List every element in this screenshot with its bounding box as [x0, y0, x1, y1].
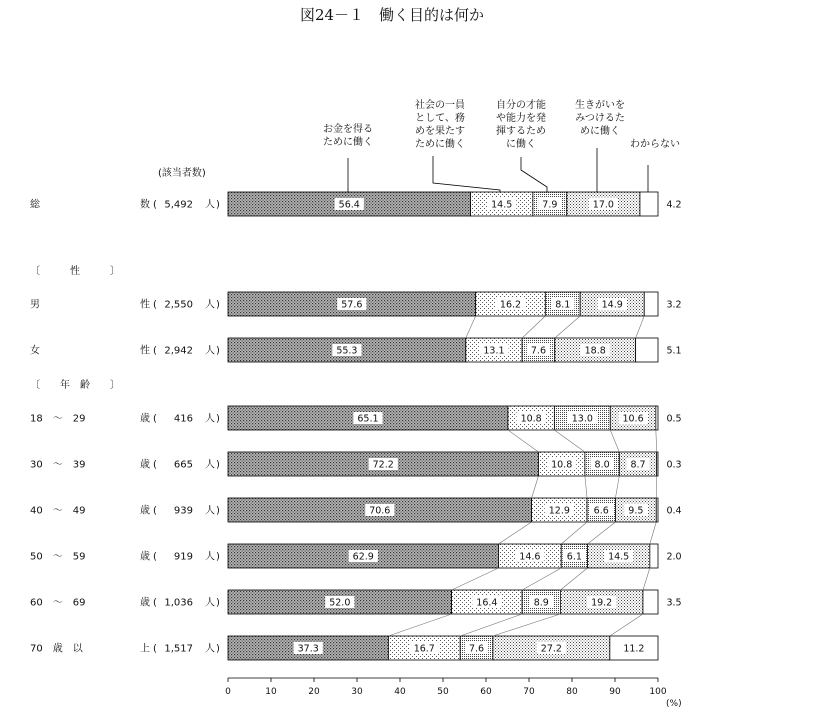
group-label-sex: 〔 性 〕	[30, 266, 120, 277]
row-n-unit: 人	[205, 459, 215, 471]
row-label-suffix: 歳	[140, 459, 150, 471]
value-label: 12.9	[548, 505, 570, 517]
value-label: 19.2	[591, 597, 613, 609]
row-paren-close: )	[216, 551, 220, 563]
row-label-suffix: 歳	[140, 413, 150, 425]
connector-line	[615, 476, 619, 498]
row-paren: (	[153, 505, 157, 517]
connector-line	[555, 316, 580, 338]
group-label-age: 〔 年 齢 〕	[30, 380, 120, 391]
legend-label: 揮するため	[496, 126, 546, 137]
row-paren: (	[153, 299, 157, 311]
row-paren: (	[153, 345, 157, 357]
value-label: 37.3	[297, 643, 319, 655]
bar-segment	[656, 498, 658, 522]
row-n-unit: 人	[205, 551, 215, 563]
row-label: 30 ～ 39	[30, 459, 86, 471]
value-label: 55.3	[336, 345, 358, 357]
value-label-outside: 0.3	[666, 459, 682, 471]
legend-leader-line	[521, 157, 547, 192]
connector-line	[561, 522, 587, 544]
value-label: 16.4	[476, 597, 498, 609]
connector-line	[460, 614, 522, 636]
row-label: 50 ～ 59	[30, 551, 86, 563]
row-label-suffix: 歳	[140, 505, 150, 517]
row-label-suffix: 上	[140, 643, 150, 655]
axis-tick-label: 20	[308, 687, 320, 697]
row-paren-close: )	[216, 299, 220, 311]
connector-line	[532, 476, 539, 498]
row-n: 1,036	[164, 597, 193, 609]
n-header: (該当者数)	[158, 168, 206, 179]
value-label-outside: 0.5	[666, 413, 682, 425]
row-n: 2,942	[164, 345, 193, 357]
row-paren-close: )	[216, 643, 220, 655]
legend-label: めに働く	[580, 126, 620, 137]
legend-label: みつけるた	[575, 113, 625, 124]
axis-tick-label: 70	[523, 687, 535, 697]
row-label: 総	[30, 199, 40, 211]
value-label-outside: 0.4	[666, 505, 682, 517]
row-paren-close: )	[216, 413, 220, 425]
connector-line	[585, 476, 587, 498]
row-label-suffix: 性	[140, 345, 150, 357]
value-label: 7.6	[530, 345, 547, 357]
value-label: 56.4	[338, 199, 360, 211]
row-paren-close: )	[216, 345, 220, 357]
value-label: 16.7	[413, 643, 435, 655]
value-label-outside: 3.2	[666, 299, 682, 311]
value-label: 11.2	[623, 643, 645, 655]
value-label: 27.2	[540, 643, 562, 655]
value-label: 57.6	[341, 299, 363, 311]
bar-segment	[643, 590, 658, 614]
row-paren: (	[153, 597, 157, 609]
bar-segment	[636, 338, 658, 362]
row-n: 919	[173, 551, 193, 563]
value-label: 72.2	[372, 459, 394, 471]
connector-line	[610, 430, 619, 452]
row-label: 女	[30, 345, 40, 357]
value-label: 18.8	[584, 345, 606, 357]
legend-label: 生きがいを	[575, 100, 625, 111]
connector-line	[656, 430, 657, 452]
row-paren-close: )	[216, 505, 220, 517]
row-paren-close: )	[216, 199, 220, 211]
connector-line	[452, 568, 499, 590]
value-label: 14.6	[519, 551, 541, 563]
axis-tick-label: 50	[437, 687, 449, 697]
value-label-outside: 3.5	[666, 597, 682, 609]
value-label: 14.5	[608, 551, 630, 563]
value-label: 7.9	[542, 199, 558, 211]
row-n-unit: 人	[205, 199, 215, 211]
axis-unit-label: (%)	[666, 699, 682, 709]
connector-line	[587, 522, 615, 544]
connector-line	[560, 568, 587, 590]
bar-segment	[650, 544, 658, 568]
row-n: 416	[173, 413, 193, 425]
row-n-unit: 人	[205, 299, 215, 311]
value-label: 10.8	[520, 413, 542, 425]
bar-segment	[640, 192, 658, 216]
value-label-outside: 5.1	[666, 345, 682, 357]
legend-label: 自分の才能	[496, 100, 546, 111]
connector-line	[388, 614, 451, 636]
row-n: 1,517	[164, 643, 193, 655]
legend-label: に働く	[506, 139, 536, 150]
value-label: 8.7	[630, 459, 646, 471]
row-n: 5,492	[164, 199, 193, 211]
legend	[323, 98, 680, 192]
value-label-outside: 2.0	[666, 551, 682, 563]
row-n-unit: 人	[205, 505, 215, 517]
connector-line	[498, 522, 531, 544]
row-label-suffix: 歳	[140, 597, 150, 609]
axis-tick-label: 10	[265, 687, 277, 697]
row-n: 939	[173, 505, 193, 517]
connector-line	[466, 316, 476, 338]
row-paren-close: )	[216, 459, 220, 471]
legend-label: として、務	[415, 113, 465, 124]
row-n-unit: 人	[205, 597, 215, 609]
row-paren-close: )	[216, 597, 220, 609]
row-label: 70 歳 以	[30, 643, 83, 655]
value-label: 70.6	[369, 505, 391, 517]
legend-label: わからない	[630, 139, 680, 150]
value-label: 8.9	[533, 597, 549, 609]
connector-line	[554, 430, 585, 452]
row-paren: (	[153, 459, 157, 471]
row-n: 665	[173, 459, 193, 471]
value-label: 13.1	[483, 345, 505, 357]
connector-line	[610, 614, 643, 636]
row-paren: (	[153, 643, 157, 655]
value-label: 10.6	[622, 413, 644, 425]
connector-line	[643, 568, 650, 590]
value-label: 9.5	[628, 505, 644, 517]
row-label: 40 ～ 49	[30, 505, 86, 517]
bar-segment	[644, 292, 658, 316]
row-n-unit: 人	[205, 413, 215, 425]
value-label: 10.8	[551, 459, 573, 471]
row-paren: (	[153, 551, 157, 563]
axis-tick-label: 60	[480, 687, 492, 697]
value-label: 13.0	[571, 413, 593, 425]
bar-segment	[657, 452, 658, 476]
value-label: 65.1	[357, 413, 379, 425]
value-label: 17.0	[592, 199, 614, 211]
axis-tick-label: 30	[351, 687, 363, 697]
axis-tick-label: 100	[649, 687, 667, 697]
row-paren: (	[153, 413, 157, 425]
row-n: 2,550	[164, 299, 193, 311]
row-label: 60 ～ 69	[30, 597, 86, 609]
connector-line	[508, 430, 539, 452]
connector-line	[522, 316, 545, 338]
x-axis	[225, 678, 681, 709]
legend-label: お金を得る	[323, 124, 373, 135]
value-label: 7.6	[468, 643, 485, 655]
axis-tick-label: 80	[566, 687, 578, 697]
legend-label: ために働く	[415, 139, 465, 150]
connector-line	[650, 522, 656, 544]
value-label: 62.9	[352, 551, 374, 563]
value-label: 8.0	[594, 459, 610, 471]
legend-leader-line	[433, 156, 500, 192]
value-label: 8.1	[555, 299, 571, 311]
axis-tick-label: 90	[609, 687, 621, 697]
row-n-unit: 人	[205, 643, 215, 655]
axis-tick-label: 40	[394, 687, 406, 697]
axis-tick-label: 0	[225, 687, 231, 697]
row-label-suffix: 性	[140, 299, 150, 311]
row-label-suffix: 数	[140, 199, 150, 211]
value-label: 16.2	[499, 299, 522, 311]
row-label-suffix: 歳	[140, 551, 150, 563]
value-label-outside: 4.2	[666, 199, 682, 211]
connector-line	[522, 568, 561, 590]
legend-label: や能力を発	[496, 113, 546, 124]
legend-label: めを果たす	[415, 126, 465, 137]
legend-label: ために働く	[323, 137, 373, 148]
connector-line	[636, 316, 645, 338]
row-n-unit: 人	[205, 345, 215, 357]
row-label: 男	[30, 299, 40, 311]
row-paren: (	[153, 199, 157, 211]
value-label: 52.0	[329, 597, 351, 609]
value-label: 6.1	[566, 551, 582, 563]
row-label: 18 ～ 29	[30, 413, 86, 425]
legend-label: 社会の一員	[415, 100, 465, 111]
chart-title: 図24－１ 働く目的は何か	[299, 6, 485, 24]
bars	[30, 192, 682, 660]
value-label: 14.5	[491, 199, 513, 211]
connector-line	[493, 614, 561, 636]
bar-segment	[656, 406, 658, 430]
value-label: 6.6	[593, 505, 609, 517]
value-label: 14.9	[601, 299, 623, 311]
